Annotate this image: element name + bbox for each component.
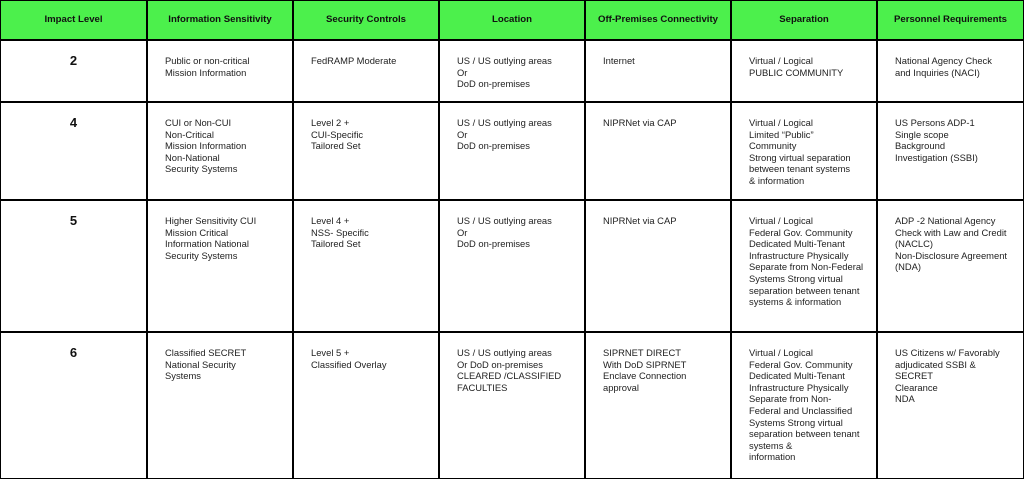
header-impact-level: Impact Level	[0, 0, 147, 40]
header-information-sensitivity: Information Sensitivity	[147, 0, 293, 40]
connectivity-cell: SIPRNET DIRECT With DoD SIPRNET Enclave Connection approval	[585, 332, 731, 479]
impact-level-cell: 2	[0, 40, 147, 102]
information-sensitivity-cell: CUI or Non-CUI Non-Critical Mission Information Non-National Security Systems	[147, 102, 293, 200]
personnel-cell: US Persons ADP-1 Single scope Background Investigation (SSBI)	[877, 102, 1024, 200]
information-sensitivity-cell: Classified SECRET National Security Systems	[147, 332, 293, 479]
connectivity-cell: NIPRNet via CAP	[585, 200, 731, 332]
impact-level-cell: 5	[0, 200, 147, 332]
separation-cell: Virtual / Logical PUBLIC COMMUNITY	[731, 40, 877, 102]
location-cell: US / US outlying areas Or DoD on-premises CLEARED /CLASSIFIED FACULTIES	[439, 332, 585, 479]
security-controls-cell: FedRAMP Moderate	[293, 40, 439, 102]
impact-level-cell: 4	[0, 102, 147, 200]
security-controls-cell: Level 5 + Classified Overlay	[293, 332, 439, 479]
separation-cell: Virtual / Logical Limited “Public” Community Strong virtual separation between tenant systems & information	[731, 102, 877, 200]
location-cell: US / US outlying areas Or DoD on-premises	[439, 102, 585, 200]
security-controls-cell: Level 4 + NSS- Specific Tailored Set	[293, 200, 439, 332]
information-sensitivity-cell: Higher Sensitivity CUI Mission Critical Information National Security Systems	[147, 200, 293, 332]
header-security-controls: Security Controls	[293, 0, 439, 40]
location-cell: US / US outlying areas Or DoD on-premises	[439, 200, 585, 332]
security-controls-cell: Level 2 + CUI-Specific Tailored Set	[293, 102, 439, 200]
header-personnel-requirements: Personnel Requirements	[877, 0, 1024, 40]
connectivity-cell: Internet	[585, 40, 731, 102]
personnel-cell: ADP -2 National Agency Check with Law and Credit (NACLC) Non-Disclosure Agreement (NDA)	[877, 200, 1024, 332]
location-cell: US / US outlying areas Or DoD on-premises	[439, 40, 585, 102]
personnel-cell: US Citizens w/ Favorably adjudicated SSBI & SECRET Clearance NDA	[877, 332, 1024, 479]
header-separation: Separation	[731, 0, 877, 40]
header-location: Location	[439, 0, 585, 40]
separation-cell: Virtual / Logical Federal Gov. Community Dedicated Multi-Tenant Infrastructure Physically Separate from Non-Federal Systems Strong virtual separation between tenant systems & information	[731, 200, 877, 332]
personnel-cell: National Agency Check and Inquiries (NACI)	[877, 40, 1024, 102]
separation-cell: Virtual / Logical Federal Gov. Community Dedicated Multi-Tenant Infrastructure Physically Separate from Non- Federal and Unclassified Systems Strong virtual separation between tenant systems & information	[731, 332, 877, 479]
connectivity-cell: NIPRNet via CAP	[585, 102, 731, 200]
information-sensitivity-cell: Public or non-critical Mission Information	[147, 40, 293, 102]
impact-level-cell: 6	[0, 332, 147, 479]
header-off-premises-connectivity: Off-Premises Connectivity	[585, 0, 731, 40]
